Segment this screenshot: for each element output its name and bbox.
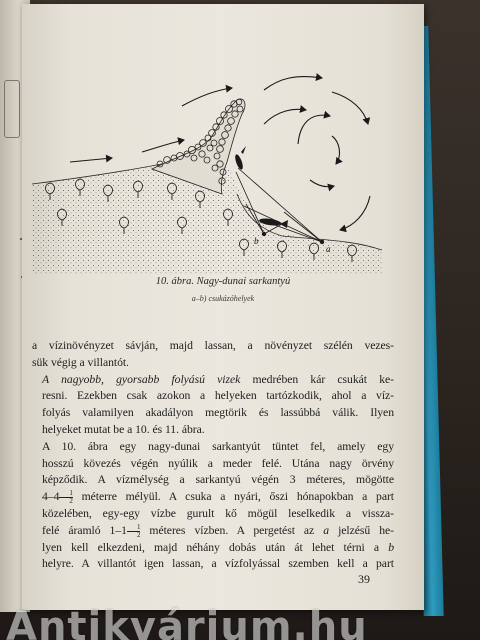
watermark: Antikvárium.hu (6, 604, 368, 640)
text-line: lyen kell elkezdeni, majd néhány dobás után át lehet térni a b (42, 540, 394, 554)
text-line: helyeket mutat be a 10. és 11. ábra. (42, 422, 205, 436)
text-line: resni. Ezekben csak azokon a helyeken tartózkodik, ahol a víz- (42, 389, 394, 403)
figure-caption: 10. ábra. Nagy-dunai sarkantyú (155, 276, 291, 287)
fraction: $\frac{1}{2}$ (59, 490, 72, 505)
body-text (32, 338, 394, 573)
fraction: $\frac{1}{2}$ (127, 524, 140, 539)
point-a-marker (320, 240, 324, 244)
text-line: helyre. A villantót igen lassan, a vízfolyással szemben kell a part (42, 557, 394, 571)
paragraph-1 (32, 338, 394, 372)
text-line: hosszú kövezés végén nyúlik a meder felé. Utána nagy örvény (42, 456, 394, 470)
book-page (22, 4, 424, 610)
text-line: sük végig a villantót. (32, 355, 129, 369)
paragraph-3 (32, 439, 394, 573)
point-b-marker (262, 232, 266, 236)
text-line: 4–4 $\frac{1}{2}$ méterre mélyül. A csuka a nyári, őszi hónapokban a part (42, 489, 394, 506)
text-line: közelében, egy-egy vízbe gurult kő mögül leselkedik a vissza- (42, 506, 394, 520)
paragraph-2 (32, 372, 394, 439)
label-a: a (326, 244, 331, 254)
text-line: A nagyobb, gyorsabb folyású vizek medrében kár csukát ke- (42, 372, 394, 386)
text-line: képződik. A vízmélység a sarkantyú végén 3 méteres, mögötte (42, 473, 394, 487)
text-line: felé áramló 1–1 $\frac{1}{2}$ méteres vízben. A pergetést az a jelzésű he- (42, 522, 394, 539)
label-b: b (254, 236, 259, 246)
text-line: a vízinövényzet sávján, majd lassan, a növényzet szélén vezes- (32, 339, 394, 352)
text-line: folyás valamilyen akadályon megtörik és lassúbbá válik. Ilyen (42, 406, 394, 420)
figure-subcaption: a–b) csukázóhelyek (191, 294, 255, 303)
groyne-illustration (32, 44, 394, 284)
page-number: 39 (358, 572, 370, 586)
italic-lead: A nagyobb, gyorsabb folyású vizek (42, 372, 241, 386)
text-line: A 10. ábra egy nagy-dunai sarkantyút tüntet fel, amely egy (42, 439, 394, 453)
